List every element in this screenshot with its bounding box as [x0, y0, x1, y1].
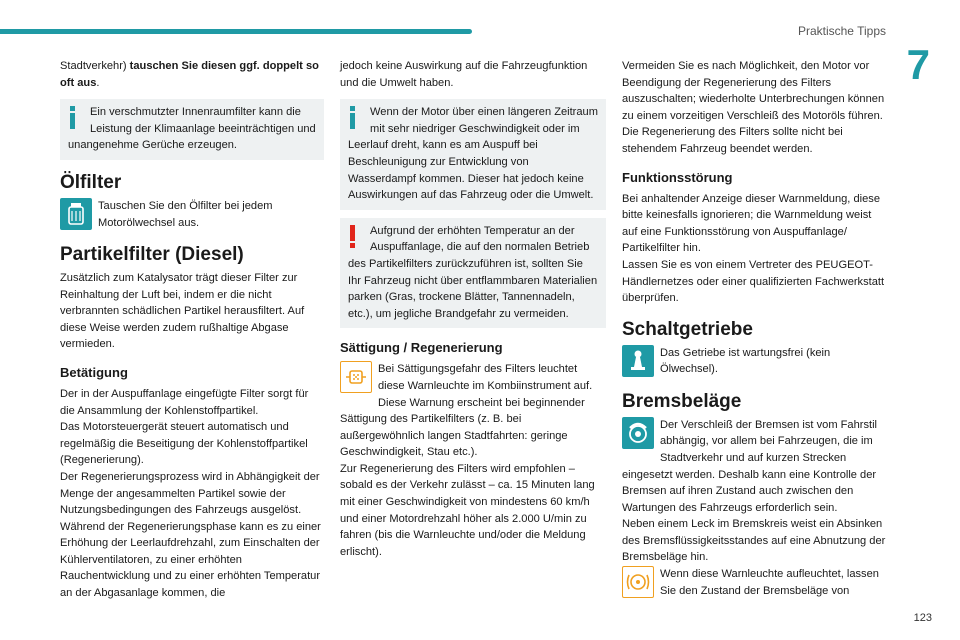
funktion-p1: Bei anhaltender Anzeige dieser Warnmeldung, diese bitte keinesfalls ignorieren; die Warnmeldung weist auf eine Funktionsstörung von Auspuffanlage/ Partikelfilter hin. — [622, 192, 880, 255]
brems-warning-block — [622, 566, 888, 599]
chapter-number: 7 — [906, 41, 930, 88]
intro-bold-text: tauschen Sie diesen ggf. doppelt so oft aus — [60, 60, 319, 89]
brems-p2: Neben einem Leck im Bremskreis weist ein Absinken des Bremsflüssigkeitsstandes auf eine Abnutzung der Bremsbeläge hin. — [622, 518, 886, 564]
heading-betaetigung: Betätigung — [60, 364, 128, 380]
oil-filter-icon — [60, 198, 92, 230]
particle-filter-warning-icon — [340, 361, 372, 393]
gearbox-icon — [622, 345, 654, 377]
header-accent-bar — [0, 29, 472, 34]
intro-end: . — [96, 76, 100, 89]
warning-box-fire — [340, 218, 606, 329]
heading-bremsbelaege: Bremsbeläge — [622, 390, 742, 412]
intro-paragraph — [60, 58, 324, 91]
column-2 — [340, 58, 606, 560]
betaetigung-p1: Der in der Auspuffanlage eingefügte Filter sorgt für die Ansammlung der Kohlenstoffpartikel. — [60, 387, 309, 417]
saettigung-block — [340, 361, 606, 461]
heading-saettigung: Sättigung / Regenerierung — [340, 340, 503, 356]
column-1 — [60, 58, 324, 602]
saettigung-p1: Bei Sättigungsgefahr des Filters leuchtet diese Warnleuchte im Kombiinstrument auf. Diese Warnung erscheint bei beginnender Sättigung des Partikelfilters (z. B. bei außergewöhnlich langen Stadtfahrten: geringe Geschwindigkeit, Stau etc.). — [340, 363, 593, 459]
schalt-block — [622, 345, 888, 379]
info-text: Wenn der Motor über einen längeren Zeitraum mit sehr niedriger Geschwindigkeit oder im Leerlauf dreht, kann es am Auspuff bei Beschleunigung zur Entwicklung von Wasserdampf kommen. Dieser hat jedoch keine Auswirkungen auf das Fahrzeug oder die Umwelt. — [348, 106, 598, 202]
page-number: 123 — [913, 612, 932, 624]
heading-funktionsstoerung: Funktionsstörung — [622, 169, 733, 185]
intro-text: Stadtverkehr) — [60, 60, 130, 72]
partikel-text: Zusätzlich zum Katalysator trägt dieser Filter zur Reinhaltung der Luft bei, indem er die nicht verbrannten schädlichen Partikel herausfiltert. Auf diese Weise werden zudem rußhaltige Abgase vermieden. — [60, 271, 305, 351]
schalt-text: Das Getriebe ist wartungsfrei (kein Ölwechsel). — [660, 346, 831, 376]
betaetigung-p2: Das Motorsteuergerät steuert automatisch und regelmäßig die Beseitigung der Kohlenstoffpartikel (Regenerierung). — [60, 421, 308, 467]
col2-intro: jedoch keine Auswirkung auf die Fahrzeugfunktion und die Umwelt haben. — [340, 60, 588, 89]
brems-block — [622, 417, 888, 517]
brake-warning-lamp-icon — [622, 566, 654, 598]
info-text: Ein verschmutzter Innenraumfilter kann die Leistung der Klimaanlage beeinträchtigen und unangenehme Gerüche erzeugen. — [68, 106, 316, 152]
funktion-p2: Lassen Sie es von einem Vertreter des PEUGEOT-Händlernetzes oder einer qualifizierten Fachwerkstatt überprüfen. — [622, 258, 885, 305]
info-icon — [68, 104, 90, 130]
column-3 — [622, 58, 888, 600]
heading-partikelfilter: Partikelfilter (Diesel) — [60, 243, 244, 265]
brake-pad-icon — [622, 417, 654, 449]
section-title: Praktische Tipps — [797, 24, 886, 38]
warning-text: Aufgrund der erhöhten Temperatur an der Auspuffanlage, die auf den normalen Betrieb des Partikelfilters zurückzuführen ist, sollten Sie Ihr Fahrzeug nicht über entflammbaren Materialien parken (Gras, trockene Blätter, Tannennadeln, etc.), um jegliche Brandgefahr zu vermeiden. — [348, 224, 598, 320]
brems-p1: Der Verschleiß der Bremsen ist vom Fahrstil abhängig, vor allem bei Fahrzeugen, die im Stadtverkehr und auf kurzen Strecken eingesetzt werden. Deshalb kann eine Kontrolle der Bremsen auf ihren Zustand auch zwischen den Wartungen des Fahrzeugs erforderlich sein. — [622, 418, 878, 514]
info-icon — [348, 104, 370, 130]
heading-oelfilter: Ölfilter — [60, 171, 122, 193]
info-box-cabin-filter — [60, 99, 324, 160]
warning-icon — [348, 223, 370, 249]
brems-p3: Wenn diese Warnleuchte aufleuchtet, lassen Sie den Zustand der Bremsbeläge von — [660, 568, 879, 597]
oelfilter-text: Tauschen Sie den Ölfilter bei jedem Motorölwechsel aus. — [98, 199, 273, 229]
info-box-water-vapor — [340, 99, 606, 210]
saettigung-p2: Zur Regenerierung des Filters wird empfohlen – sobald es der Verkehr zulässt – ca. 15 Minuten lang mit einer Geschwindigkeit von mindestens 60 km/h und einer Motordrehzahl höher als 2.000 U/min zu fahren (bis die Warnleuchte und/oder die Meldung erlischt). — [340, 462, 595, 558]
col3-intro: Vermeiden Sie es nach Möglichkeit, den Motor vor Beendigung der Regenerierung des Filters auszuschalten; wiederholte Unterbrechungen können zu einem vorzeitigen Verschleiß des Motoröls führen. Die Regenerierung des Filters sollte nicht bei stehendem Fahrzeug beendet werden. — [622, 60, 885, 155]
betaetigung-p3: Der Regenerierungsprozess wird in Abhängigkeit der Menge der angesammelten Partikel sowie der Nutzungsbedingungen des Fahrzeugs ausgelöst. Während der Regenerierungsphase kann es zu einer Erhöhung der Leerlaufdrehzahl, zum Einschalten der Kühlerventilatoren, zu einer erhöhten Rauchentwicklung und zu einer erhöhten Temperatur an der Abgasanlage kommen, die — [60, 470, 321, 600]
heading-schaltgetriebe: Schaltgetriebe — [622, 318, 753, 340]
oelfilter-block — [60, 198, 324, 232]
